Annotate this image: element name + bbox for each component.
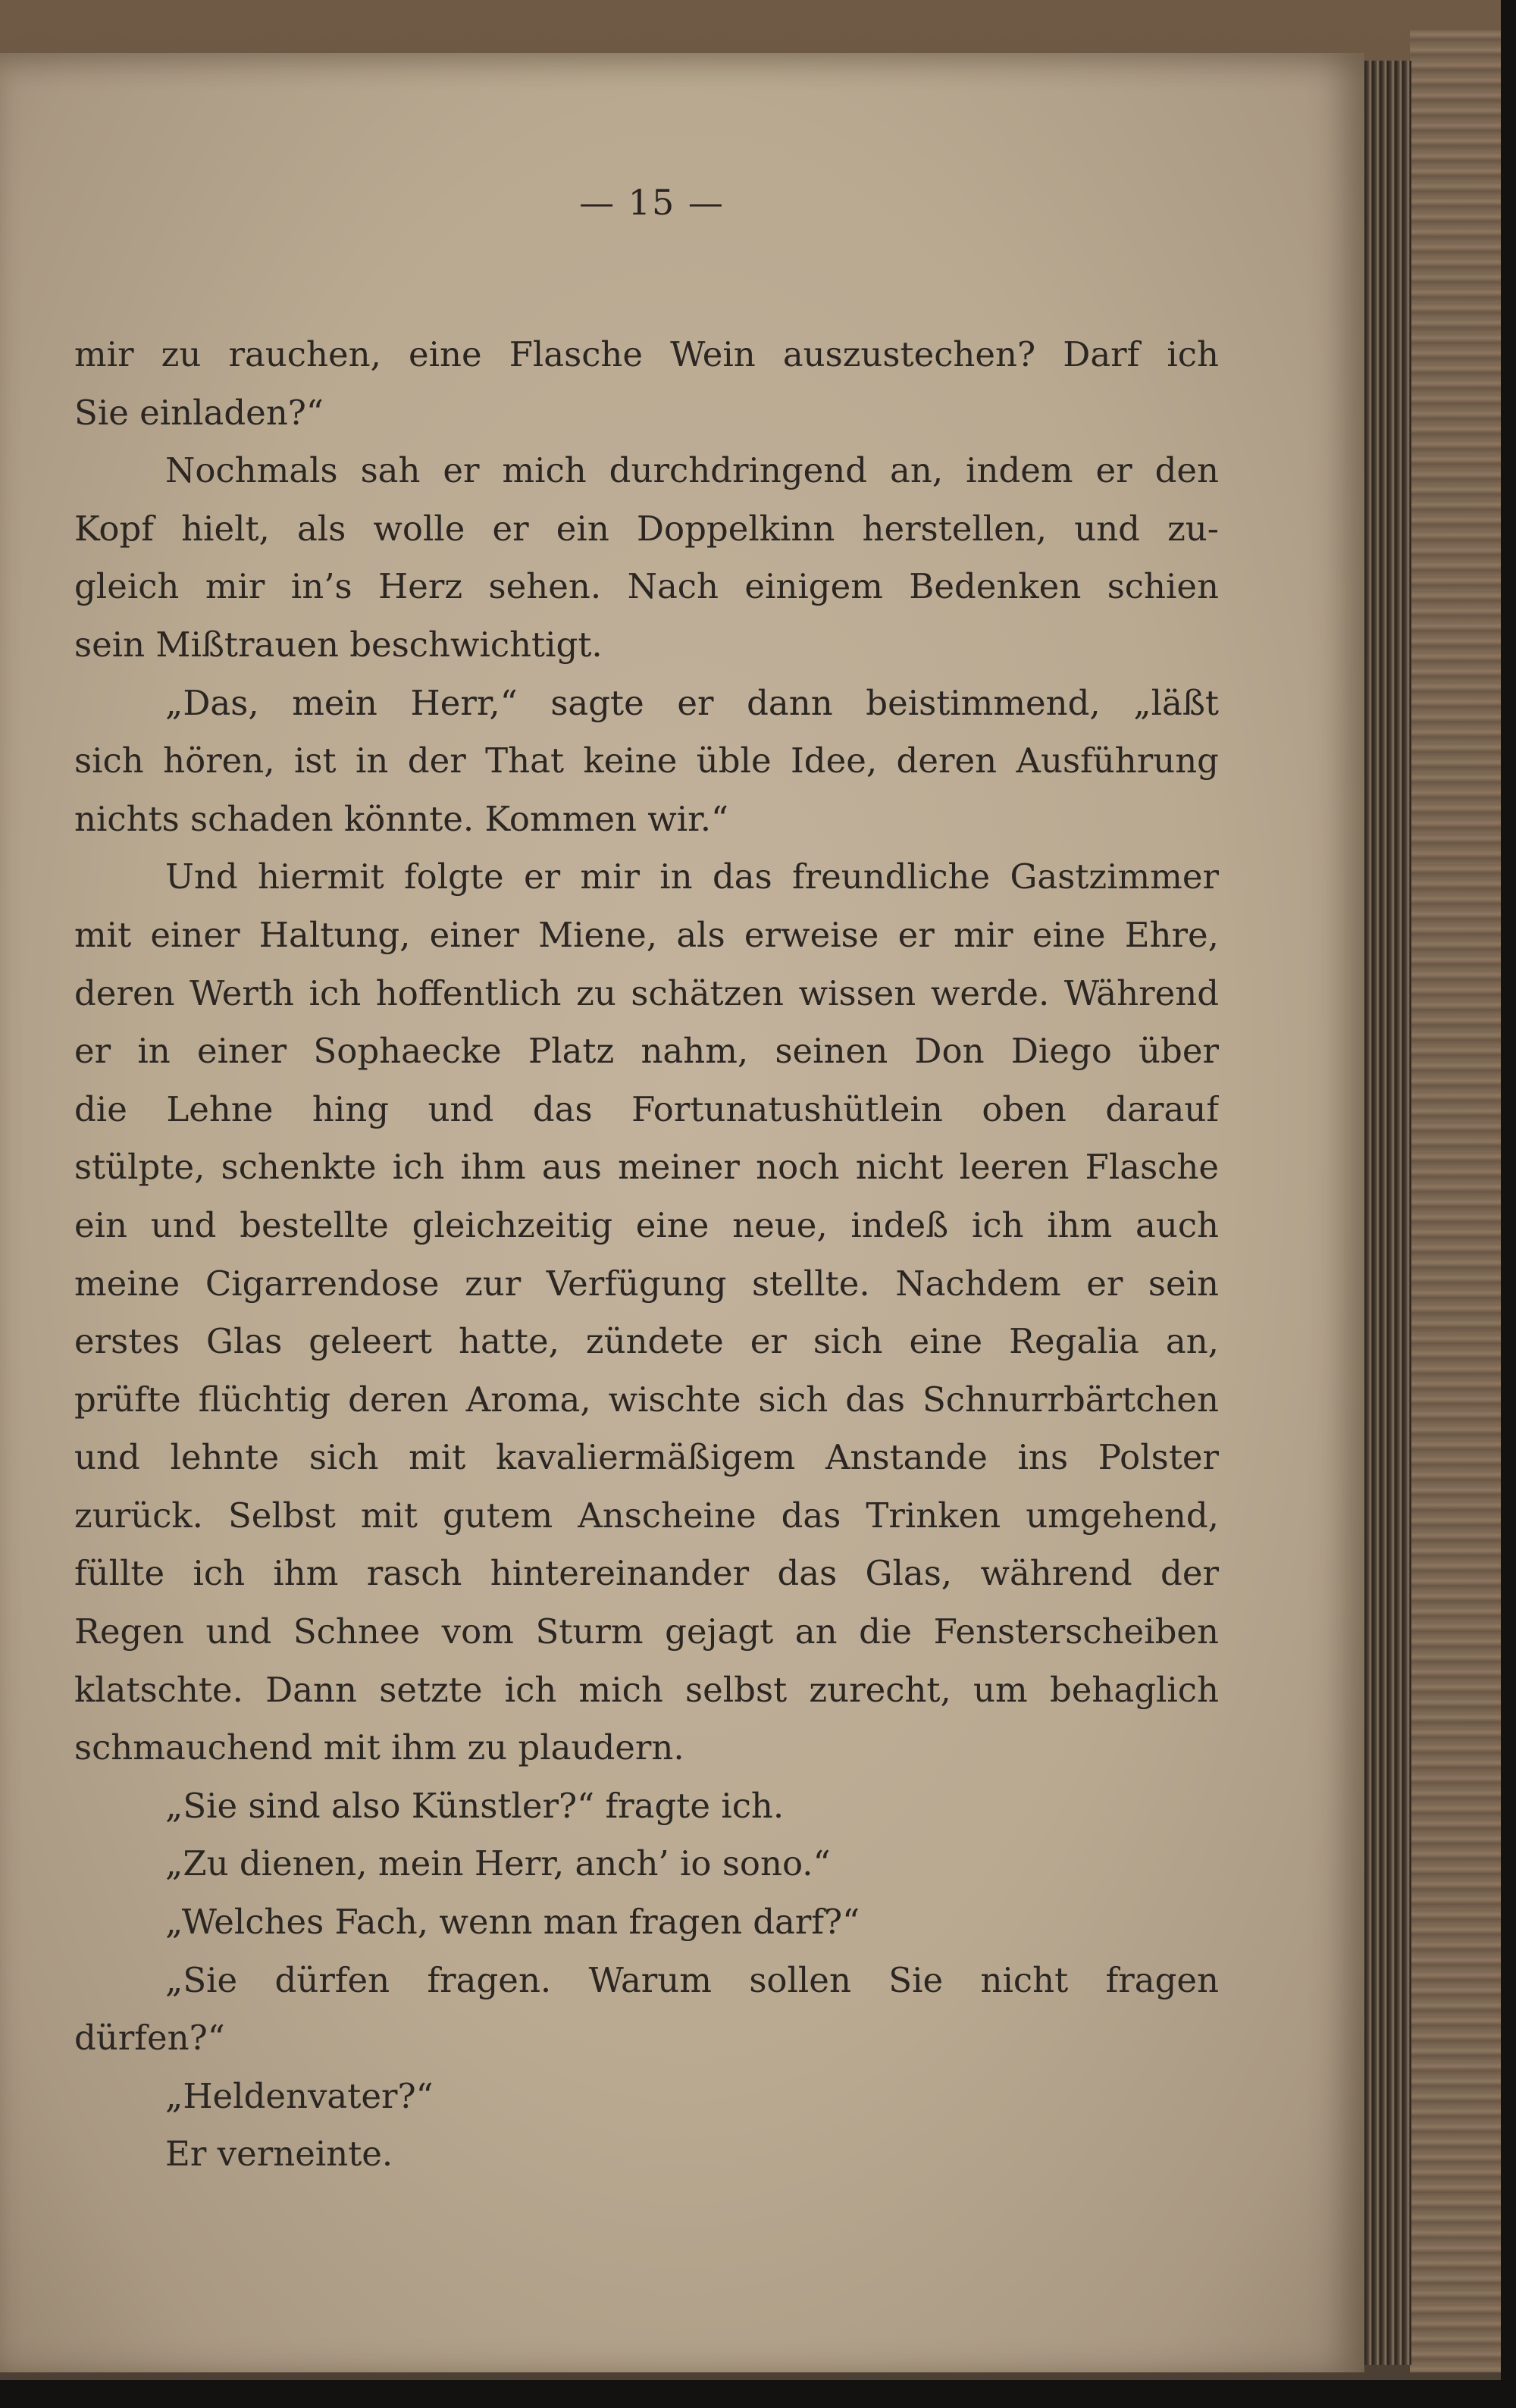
text-line: sein Mißtrauen beschwichtigt. [74,624,603,665]
text-line: ein und bestellte gleichzeitig eine neue, indeß ich ihm auch [74,1204,1219,1245]
text-line: stülpte, schenkte ich ihm aus meiner noch nicht leeren Flasche [74,1147,1219,1188]
text-line: sich hören, ist in der That keine üble Idee, deren Ausführung [74,741,1219,781]
text-line: nichts schaden könnte. Kommen wir.“ [74,798,729,839]
book-cover-right [1410,30,1501,2372]
text-line: „Heldenvater?“ [165,2075,434,2116]
text-line: prüfte flüchtig deren Aroma, wischte sich das Schnurrbärtchen [74,1379,1219,1420]
book-page [0,53,1364,2372]
text-line: Er verneinte. [165,2134,393,2175]
text-line: meine Cigarrendose zur Verfügung stellte. Nachdem er sein [74,1263,1219,1304]
text-line: mir zu rauchen, eine Flasche Wein auszustechen? Darf ich [74,334,1219,374]
text-line: deren Werth ich hoffentlich zu schätzen wissen werde. Während [74,972,1219,1013]
text-line: „Sie dürfen fragen. Warum sollen Sie nicht fragen [165,1959,1219,2000]
text-line: zurück. Selbst mit gutem Anscheine das Trinken umgehend, [74,1495,1219,1536]
text-line: gleich mir in’s Herz sehen. Nach einigem Bedenken schien [74,566,1219,607]
text-line: er in einer Sophaecke Platz nahm, seinen Don Diego über [74,1031,1219,1072]
text-line: Und hiermit folgte er mir in das freundliche Gastzimmer [165,856,1219,897]
text-line: und lehnte sich mit kavaliermäßigem Anstande ins Polster [74,1437,1219,1478]
text-line: Kopf hielt, als wolle er ein Doppelkinn herstellen, und zu- [74,508,1219,549]
text-line: die Lehne hing und das Fortunatushütlein oben darauf [74,1088,1219,1129]
text-line: „Das, mein Herr,“ sagte er dann beistimmend, „läßt [165,682,1219,723]
page-stack-edge [1357,61,1411,2365]
text-line: Sie einladen?“ [74,392,324,433]
text-line: „Zu dienen, mein Herr, anch’ io sono.“ [165,1843,831,1884]
text-line: Nochmals sah er mich durchdringend an, indem er den [165,450,1219,491]
text-line: Regen und Schnee vom Sturm gejagt an die Fensterscheiben [74,1611,1219,1652]
body-text [74,326,1219,2184]
page-number: — 15 — [579,182,725,223]
text-line: erstes Glas geleert hatte, zündete er sich eine Regalia an, [74,1321,1219,1362]
text-line: füllte ich ihm rasch hintereinander das Glas, während der [74,1553,1219,1594]
text-line: „Sie sind also Künstler?“ fragte ich. [165,1785,785,1826]
text-line: mit einer Haltung, einer Miene, als erweise er mir eine Ehre, [74,914,1219,955]
text-line: „Welches Fach, wenn man fragen darf?“ [165,1902,860,1943]
text-line: schmauchend mit ihm zu plaudern. [74,1727,684,1768]
text-line: klatschte. Dann setzte ich mich selbst zurecht, um behaglich [74,1669,1219,1710]
text-line: dürfen?“ [74,2018,225,2059]
